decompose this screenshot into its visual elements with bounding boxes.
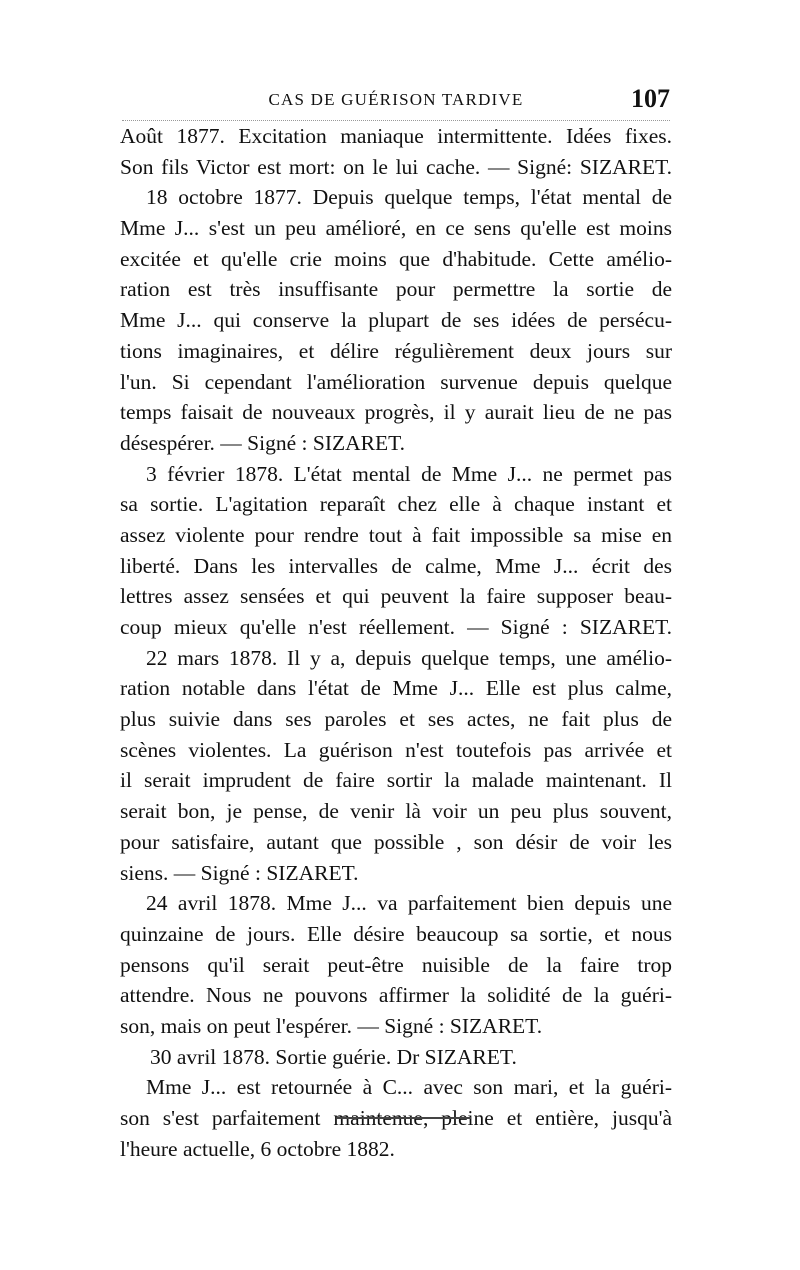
- text-line: 18 octobre 1877. Depuis quelque temps, l'état mental de: [146, 185, 672, 210]
- text-line: Mme J... est retournée à C... avec son mari, et la guéri-: [146, 1075, 672, 1100]
- text-line: son, mais on peut l'espérer. — Signé : SIZARET.: [120, 1013, 543, 1038]
- text-line: ration notable dans l'état de Mme J... Elle est plus calme,: [120, 676, 672, 701]
- text-line: son s'est parfaitement maintenue, pleine et entière, jusqu'à: [120, 1106, 672, 1130]
- text-line: pour satisfaire, autant que possible , son désir de voir les: [120, 829, 672, 854]
- running-title: CAS DE GUÉRISON TARDIVE: [268, 90, 524, 109]
- text-line: 3 février 1878. L'état mental de Mme J... ne permet pas: [146, 461, 672, 486]
- text-line: l'heure actuelle, 6 octobre 1882.: [120, 1136, 395, 1161]
- text-line: Août 1877. Excitation maniaque intermittente. Idées fixes.: [120, 124, 672, 148]
- running-head: [122, 84, 670, 120]
- text-line: 30 avril 1878. Sortie guérie. Dr SIZARET.: [150, 1044, 517, 1069]
- text-line: il serait imprudent de faire sortir la malade maintenant. Il: [120, 768, 672, 793]
- text-line: serait bon, je pense, de venir là voir un peu plus souvent,: [120, 799, 672, 824]
- text-line: lettres assez sensées et qui peuvent la faire supposer beau-: [120, 584, 672, 609]
- text-line: désespérer. — Signé : SIZARET.: [120, 430, 406, 455]
- page-number: 107: [631, 84, 670, 113]
- text-line: Mme J... qui conserve la plupart de ses idées de persécu-: [120, 308, 672, 333]
- text-line: sa sortie. L'agitation reparaît chez elle à chaque instant et: [120, 492, 672, 517]
- closing-rule: [337, 1117, 471, 1119]
- text-line: attendre. Nous ne pouvons affirmer la solidité de la guéri-: [120, 983, 672, 1008]
- text-line: 22 mars 1878. Il y a, depuis quelque temps, une amélio-: [146, 645, 672, 670]
- text-line: pensons qu'il serait peut-être nuisible de la faire trop: [120, 952, 672, 977]
- text-line: siens. — Signé : SIZARET.: [120, 860, 359, 885]
- text-line: assez violente pour rendre tout à fait impossible sa mise en: [120, 522, 672, 547]
- text-line: temps faisait de nouveaux progrès, il y aurait lieu de ne pas: [120, 400, 672, 425]
- text-line: coup mieux qu'elle n'est réellement. — Signé : SIZARET.: [120, 615, 672, 639]
- text-line: ration est très insuffisante pour permettre la sortie de: [120, 277, 672, 302]
- text-line: excitée et qu'elle crie moins que d'habitude. Cette amélio-: [120, 246, 672, 271]
- text-line: Mme J... s'est un peu amélioré, en ce sens qu'elle est moins: [120, 216, 672, 241]
- text-line: liberté. Dans les intervalles de calme, Mme J... écrit des: [120, 553, 672, 578]
- text-line: quinzaine de jours. Elle désire beaucoup sa sortie, et nous: [120, 921, 672, 946]
- text-line: scènes violentes. La guérison n'est toutefois pas arrivée et: [120, 737, 672, 762]
- text-line: Son fils Victor est mort: on le lui cache. — Signé: SIZARET.: [120, 154, 672, 179]
- text-line: plus suivie dans ses paroles et ses actes, ne fait plus de: [120, 707, 672, 732]
- text-line: tions imaginaires, et délire régulièrement deux jours sur: [120, 338, 672, 363]
- body-text: [120, 121, 672, 1164]
- text-line: l'un. Si cependant l'amélioration survenue depuis quelque: [120, 369, 672, 394]
- text-line: 24 avril 1878. Mme J... va parfaitement bien depuis une: [146, 891, 672, 916]
